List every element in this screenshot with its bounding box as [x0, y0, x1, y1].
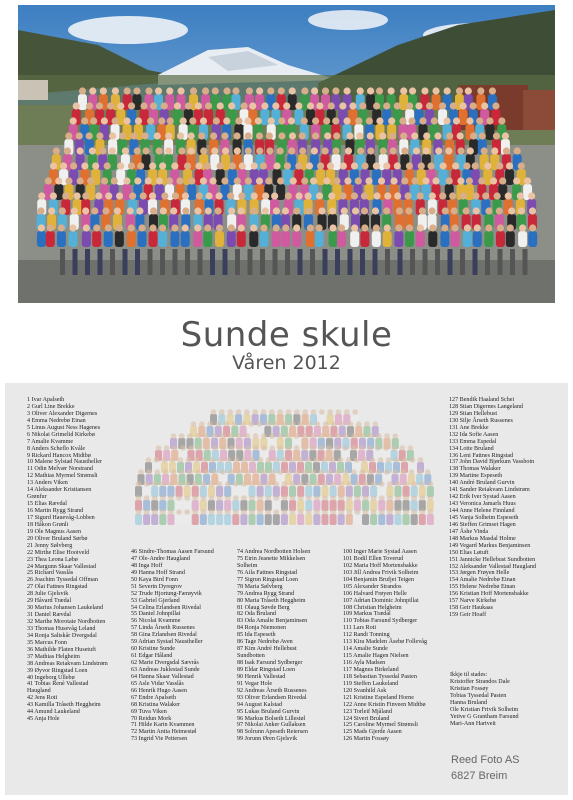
name-entry: 4 Emma Nedrebø Einan [27, 417, 86, 424]
name-entry: 151 Jannicke Hellebust Sundbotten [449, 556, 536, 563]
name-entry: 31 Daniel Rævdal [27, 612, 72, 619]
name-entry: Grønfur [27, 494, 47, 501]
name-entry: 142 Erik Iver Systad Aasen [449, 494, 516, 501]
name-entry: 83 Oda Amalie Benjaminsen [237, 618, 308, 625]
name-entry: 106 Halvard Frøyen Helle [343, 590, 407, 597]
name-entry: 50 Kaya Bird Fonn [131, 576, 178, 583]
name-entry: 149 Vegard Markus Benjaminsen [449, 542, 531, 549]
name-entry: 19 Ole Magnus Aasen [27, 528, 81, 535]
name-entry: 71 Hilde Karin Kvammen [131, 722, 195, 729]
name-entry: 66 Henrik Hugo Aasen [131, 687, 188, 694]
name-entry: 98 Solrunn Apeseth Reiersen [237, 729, 308, 736]
name-entry: 13 Anders Viken [27, 480, 68, 487]
name-entry: 42 Jens Roti [27, 695, 58, 702]
name-entry: 116 Ayla Madsen [343, 660, 386, 666]
absent-name: Tobias Tyssedal Pasten [450, 692, 507, 699]
name-entry: 88 Isak Farsund Sydberger [237, 660, 303, 666]
credit-place: 6827 Breim [451, 770, 508, 782]
name-entry: 33 Thomas Husevåg Leland [27, 625, 96, 632]
school-title: Sunde skule [180, 315, 393, 355]
name-entry: 65 Asle Vidar Vasslås [131, 680, 184, 687]
name-entry: 46 Sindre-Thomas Aasen Farsund [131, 549, 214, 555]
name-entry: 30 Marius Johansen Laukeland [27, 605, 103, 612]
name-entry: 139 Martine Espeseth [449, 473, 503, 480]
name-entry: 105 Alexander Strandos [343, 583, 402, 590]
name-entry: 145 Vanja Solheim Espeseth [449, 514, 519, 521]
name-entry: 14 Aleksander Kristiansen [27, 487, 92, 494]
name-entry: 137 John David Bjørkum Vassbotn [449, 459, 535, 466]
name-entry: Sundbotten [237, 653, 265, 660]
name-entry: 74 Andrea Nordbotten Holsen [237, 549, 311, 555]
name-entry: 113 Kira Madelen Åsebø Follevåg [343, 639, 428, 646]
name-entry: 23 Thea Leona Løbø [27, 556, 78, 563]
name-entry: 130 Silje Årseth Russenes [449, 417, 513, 424]
name-entry: 62 Marie Dvergsdal Sævrås [131, 660, 199, 666]
name-entry: 1 Ivar Apalseth [27, 397, 65, 403]
name-entry: 21 Jenny Sølvberg [27, 542, 73, 549]
name-entry: 121 Kristine Espeland Horne [343, 694, 414, 701]
name-entry: 111 Lars Roti [343, 625, 377, 632]
name-entry: 28 Julie Gjelsvik [27, 591, 69, 598]
name-entry: 120 Svanhild Ask [343, 687, 387, 694]
name-entry: 112 Randi Tonning [343, 632, 390, 639]
name-entry: 91 Vegar Hole [237, 680, 273, 687]
name-entry: 52 Trude Hjortung-Færøyvik [131, 590, 202, 597]
name-entry: 25 Richard Vasslås [27, 570, 74, 577]
name-entry: 76 Aila Fattnes Ringstad [237, 569, 298, 576]
name-entry: 6 Nikolai Grimelid Kirkebø [27, 431, 95, 438]
name-entry: 38 Andreas Reiakvam Lindstrøm [27, 660, 108, 667]
name-entry: 64 Hanna Skaar Vallestad [131, 673, 194, 680]
name-entry: 136 Leni Fattnes Ringstad [449, 452, 514, 459]
name-entry: 35 Marcus Fonn [27, 639, 67, 646]
name-entry: 44 Amund Laukeland [27, 709, 80, 716]
name-entry: 124 Sivert Bruland [343, 715, 390, 722]
name-entry: 81 Olaug Søvde Berg [237, 604, 290, 611]
name-entry: 22 Mirthe Elise Hooiveld [27, 549, 90, 556]
name-entry: 108 Christian Helgheim [343, 604, 402, 611]
name-entry: 67 Endre Apalseth [131, 694, 177, 701]
name-entry: 16 Martin Rygg Strand [27, 508, 84, 514]
name-entry: 109 Markus Trædal [343, 611, 391, 618]
name-entry: 15 Elias Rævdal [27, 501, 67, 508]
name-entry: 27 Olai Fattnes Ringstad [27, 584, 88, 591]
name-entry: 10 Malene Sylstad Naustheller [27, 459, 102, 466]
name-entry: 119 Steffen Laukeland [343, 680, 399, 687]
name-entry: Solheim [237, 562, 258, 569]
name-entry: 17 Sigurd Hauevåg-Lobben [27, 514, 95, 521]
term-subtitle: Våren 2012 [232, 352, 341, 374]
name-entry: 147 Åshe Vinda [449, 528, 489, 535]
name-entry: 58 Gina Erlandsen Rivedal [131, 632, 197, 639]
name-entry: 63 Andreas Juklestad Sunde [131, 666, 200, 673]
group-photo [18, 5, 555, 303]
name-entry: 78 Maria Sølvberg [237, 583, 283, 590]
name-entry: 29 Håvard Trædal [27, 598, 72, 605]
names-column-2 [131, 549, 214, 743]
name-entry: 11 Odin Melvær Norstrand [27, 466, 93, 473]
name-entry: 154 Amalie Nedrebø Einan [449, 577, 516, 584]
name-entry: 92 Andreas Årseth Russenes [237, 687, 307, 694]
name-entry: 157 Narve Kirkebø [449, 598, 497, 605]
name-entry: 132 Ida Sofie Aasen [449, 431, 499, 438]
name-entry: 101 Bodil Ellen Toverud [343, 555, 404, 562]
name-entry: 117 Magnus Birkeland [343, 666, 399, 673]
name-entry: 90 Henrik Vallestad [237, 673, 286, 680]
name-entry: 131 Ane Brekke [449, 424, 489, 431]
name-entry: 36 Mathilde Flaten Husetuft [27, 646, 96, 653]
name-entry: 125 Mads Gjerde Aasen [343, 729, 402, 736]
names-column-1 [27, 397, 108, 723]
name-entry: 32 Marthe Morotaie Nordbotten [27, 619, 106, 625]
name-entry: 80 Maria Tråseth Heggheim [237, 597, 306, 604]
name-entry: 70 Reidun Mork [131, 715, 172, 722]
name-entry: 7 Amalie Kvamme [27, 438, 74, 445]
name-entry: 43 Kamilla Tråseth Heggheim [27, 702, 101, 709]
name-entry: 12 Mathias Myrmel Strømsli [27, 473, 98, 480]
name-entry: 93 Oliver Erlandsen Rivedal [237, 694, 307, 701]
name-entry: 141 Sander Reiakvam Lindstrøm [449, 487, 530, 494]
name-entry: 99 Jorunn Øren Gjelsvik [237, 736, 298, 743]
credit-company: Reed Foto AS [451, 754, 520, 766]
name-entry: 138 Thomas Walaker [449, 466, 501, 473]
name-entry: 146 Steffen Grimset Hagen [449, 521, 516, 528]
name-entry: 140 André Bruland Gurvin [449, 480, 515, 487]
name-entry: 143 Veronica Jamarls Huus [449, 501, 516, 508]
name-entry: 96 Markus Bolseth Lillestøl [237, 715, 306, 722]
name-entry: 54 Celina Erlandsen Rivedal [131, 604, 201, 611]
name-entry: 87 Kim André Hellebust [237, 646, 297, 653]
name-entry: 144 Anne Helene Finnland [449, 508, 515, 514]
name-entry: 103 Jill Andrea Frivik Solheim [343, 569, 419, 576]
name-entry: 8 Anders Scheflo Kvåle [27, 445, 86, 452]
absent-name: Hanna Bruland [450, 699, 488, 706]
name-entry: 129 Stian Hellebust [449, 410, 498, 417]
group-photo-icon [18, 5, 555, 303]
name-entry: 60 Kristine Sunde [131, 646, 176, 653]
name-entry: 5 Linus August Ness Hagenes [27, 424, 101, 431]
group-key-thumbnail [130, 405, 440, 533]
name-entry: 125 Caroline Myrmel Strømsli [343, 722, 418, 729]
name-entry: 34 Ronja Saltskår Dvergsdal [27, 632, 97, 639]
name-entry: 82 Oda Bruland [237, 611, 276, 618]
name-entry: 110 Tobias Farsund Sydberger [343, 618, 418, 625]
name-entry: 68 Kristina Walaker [131, 701, 180, 708]
photographer-credit [451, 752, 520, 784]
name-entry: 122 Anne Kristin Finveen Midtbø [343, 701, 426, 708]
name-entry: 86 Tage Nedrebø Aven [237, 639, 293, 646]
name-entry: 84 Ronja Niemonen [237, 625, 287, 632]
name-entry: 72 Martin Anita Heimestøl [131, 729, 197, 736]
absent-name: Kristoffer Strandos Dale [450, 678, 510, 685]
name-entry: 123 Torleif Mjåland [343, 708, 392, 715]
absent-name: Ikkje til stades: [450, 672, 488, 678]
name-entry: 59 Adrian Systad Naustheller [131, 639, 203, 646]
name-entry: 37 Mathias Helgheim [27, 653, 80, 660]
name-entry: 49 Hanna Hoff Strand [131, 569, 185, 576]
name-entry: 89 Eldar Ringstad Loen [237, 666, 296, 673]
absent-name: Ole Kristian Frivik Solheim [450, 706, 519, 713]
name-entry: 47 Ole-Andre Haugland [131, 555, 190, 562]
name-entry: 152 Aleksander Vallestad Haugland [449, 563, 537, 570]
name-entry: 127 Bendik Haaland Schei [449, 397, 515, 403]
name-entry: 118 Sebastian Tyssedal Pasten [343, 673, 417, 680]
name-entry: 155 Helene Nedrebø Einan [449, 584, 516, 591]
name-entry: 133 Emma Espedal [449, 438, 497, 445]
name-entry: 2 Gurl Line Brekke [27, 403, 75, 410]
name-entry: 115 Amalie Hagen Nielsen [343, 653, 409, 660]
name-entry: 114 Amalie Sunde [343, 646, 388, 653]
names-column-3 [237, 549, 310, 743]
name-entry: 77 Sigrun Ringstad Loen [237, 576, 299, 583]
name-entry: 18 Håkon Grønli [27, 521, 69, 528]
name-entry: 150 Elias Løtuft [449, 549, 489, 556]
name-entry: 126 Martin Fossøy [343, 736, 390, 743]
name-entry: 153 Jørgen Frøyen Helle [449, 570, 510, 577]
name-entry: 41 Tobias Renè Vallestad [27, 681, 89, 688]
name-entry: 159 Geir Hoaff [449, 612, 487, 619]
name-entry: 20 Oliver Bruland Sørbø [27, 535, 88, 542]
absent-name: Yetive G Grantham Farsund [450, 713, 519, 720]
name-entry: 148 Markus Masdal Holme [449, 535, 516, 542]
name-entry: 104 Benjamin Brufjet Teigen [343, 576, 415, 583]
name-entry: 156 Kristian Hoff Mortensbakke [449, 591, 529, 598]
name-entry: 48 Inga Hoff [131, 562, 163, 569]
name-entry: 56 Nicolai Kvamme [131, 618, 181, 625]
name-entry: 107 Adrian Dominic Johnpillai [343, 597, 419, 604]
name-entry: 75 Eirin Jeanette Mikkelsen [237, 555, 306, 562]
name-entry: 102 Maria Hoff Mortensbakke [343, 562, 418, 569]
name-entry: 85 Ida Espeseth [237, 632, 276, 639]
name-entry: 55 Daniel Johnpillai [131, 611, 181, 618]
name-entry: 69 Tuva Viken [131, 708, 167, 715]
name-entry: 61 Edgar Håland [131, 653, 173, 660]
names-column-5 [449, 397, 536, 619]
name-entry: 57 Linda Årseth Russenes [131, 625, 195, 632]
name-entry: 79 Andrea Rygg Strand [237, 590, 295, 597]
name-entry: 9 Rickard Hancox Midtbø [27, 452, 91, 459]
name-entry: Haugland [27, 688, 51, 695]
name-entry: 45 Anja Hole [27, 716, 60, 723]
name-entry: 51 Severin Dyregrov [131, 583, 183, 590]
name-entry: 95 Lukas Bruland Gurvin [237, 708, 300, 715]
absent-list [450, 672, 519, 728]
name-entry: 158 Geir Haukaas [449, 605, 493, 612]
absent-name: Kristian Fossøy [450, 685, 489, 692]
name-entry: 97 Nikolai Anker Gullaksen [237, 722, 306, 729]
name-entry: 53 Gabriel Gjerland [131, 597, 180, 604]
name-entry: 134 Lotte Bruland [449, 445, 494, 452]
names-column-4 [343, 549, 427, 743]
name-entry: 40 Ingeborg Ullebø [27, 674, 75, 681]
name-entry: 39 Øyvor Ringstad Loen [27, 667, 88, 674]
name-entry: 3 Oliver Alexander Digernes [27, 410, 98, 417]
name-entry: 26 Joachim Tyssedal Offman [27, 577, 98, 584]
name-entry: 24 Margunn Skaar Vallestad [27, 563, 96, 570]
name-entry: 128 Stian Digernes Langeland [449, 403, 523, 410]
name-entry: 100 Inger Marie Systad Aasen [343, 549, 417, 555]
name-entry: 94 August Kalstad [237, 701, 283, 708]
name-entry: 73 Ingrid Vie Pettersen [131, 736, 188, 743]
absent-name: Mari-Ann Hartveit [450, 720, 496, 727]
